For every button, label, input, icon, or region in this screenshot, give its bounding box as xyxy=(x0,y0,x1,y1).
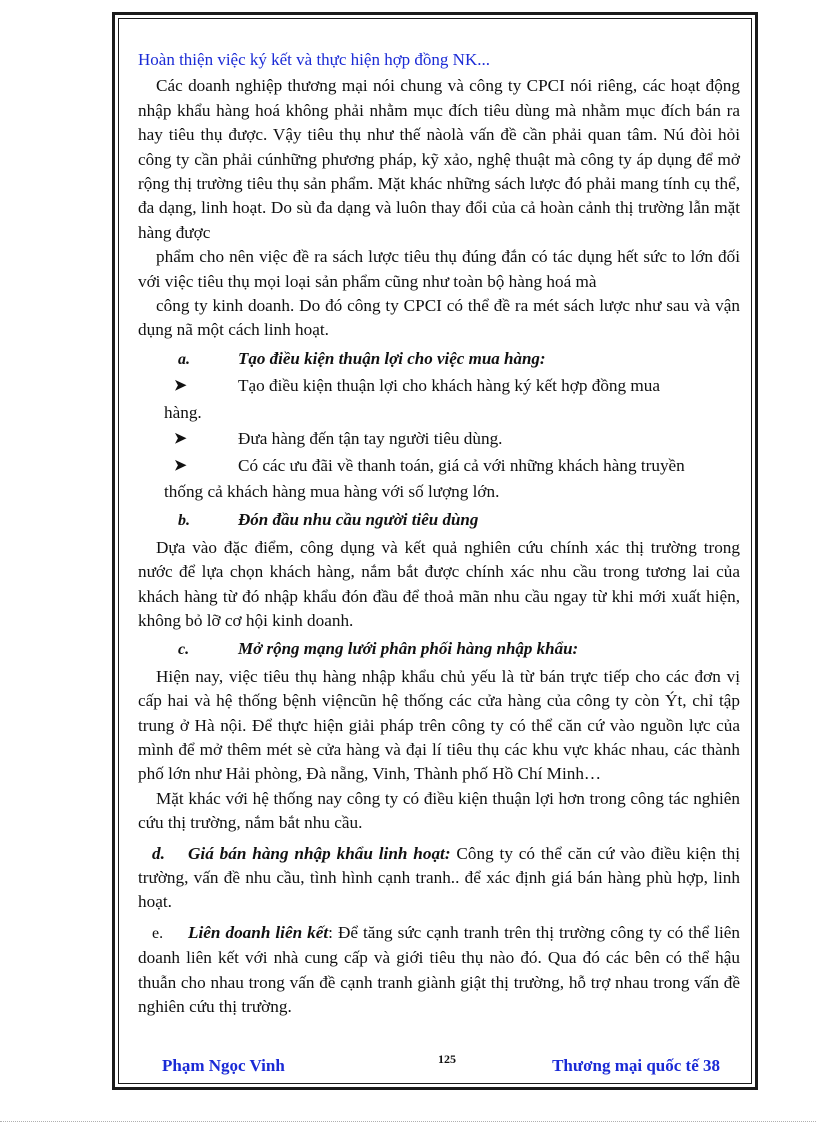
section-d-title: Giá bán hàng nhập khẩu linh hoạt: xyxy=(188,843,451,863)
bullet-text: Đưa hàng đến tận tay người tiêu dùng. xyxy=(238,429,503,449)
section-b-body: Dựa vào đặc điểm, công dụng và kết quả nghiên cứu chính xác thị trường trong nước để lựa chọn khách hàng, nắm bắt được chính xác nhu cầu trong tương lai của khách hàng từ đó nhập khẩu đón đầu để thoả mãn nhu cầu ngay từ khi mới xuất hiện, không bỏ lỡ cơ hội kinh doanh. xyxy=(138,537,740,630)
section-c-heading xyxy=(138,637,740,662)
section-c-title: Mở rộng mạng lưới phân phối hàng nhập khẩu: xyxy=(238,639,579,659)
arrow-bullet-icon: ➤ xyxy=(174,378,187,395)
intro-paragraph-1: Các doanh nghiệp thương mại nói chung và công ty CPCI nói riêng, các hoạt động nhập khẩu hàng hoá không phải nhằm mục đích tiêu dùng mà nhằm mục đích bán ra hay tiêu thụ được. Vậy tiêu thụ như thế nàolà vấn đề cần phải quan tâm. Nú đòi hỏi công ty cần phải cúnhững phương pháp, kỹ xảo, nghệ thuật mà công ty áp dụng để mở rộng thị trường tiêu thụ sản phẩm. Mặt khác những sách lược đó phải mang tính cụ thể, đa dạng, linh hoạt. Do sù đa dạng và luôn thay đổi của cả hoàn cảnh thị trường lẫn mặt hàng được xyxy=(138,76,740,242)
bullet-item xyxy=(138,374,740,398)
section-c-letter: c. xyxy=(178,641,190,659)
bullet-item xyxy=(138,427,740,451)
page-number: 125 xyxy=(438,1052,456,1066)
section-e-title: Liên doanh liên kết xyxy=(188,922,329,942)
section-d-body: Công ty có thể căn cứ vào điều kiện thị trường, vấn đề nhu cầu, tình hình cạnh tranh.. để xác định giá bán hàng phù hợp, linh hoạt. xyxy=(138,843,740,912)
bullet-continuation: thống cả khách hàng mua hàng với số lượng lớn. xyxy=(164,481,500,501)
section-e-letter: e. xyxy=(152,924,164,942)
arrow-bullet-icon: ➤ xyxy=(174,457,187,474)
intro-paragraph-3: công ty kinh doanh. Do đó công ty CPCI có thể đề ra mét sách lược như sau và vận dụng nã một cách linh hoạt. xyxy=(138,296,740,340)
running-header: Hoàn thiện việc ký kết và thực hiện hợp đồng NK... xyxy=(138,50,490,69)
section-d-paragraph xyxy=(138,842,740,915)
section-a-heading xyxy=(138,347,740,372)
section-a-letter: a. xyxy=(178,350,190,368)
section-e-paragraph xyxy=(138,921,740,1020)
section-c-body-1: Hiện nay, việc tiêu thụ hàng nhập khẩu chủ yếu là từ bán trực tiếp cho các đơn vị cấp hai và hệ thống bệnh việncũn hệ thống các cửa hàng của công ty còn Ýt, chỉ tập trung ở Hà nội. Để thực hiện giải pháp trên công ty có thể căn cứ vào nguồn lực của mình để mở thêm mét sè cửa hàng và đại lí tiêu thụ các khu vực khác nhau, các thành phố lớn như Hải phòng, Đà nẵng, Vinh, Thành phố Hồ Chí Minh… xyxy=(138,666,740,784)
section-b-letter: b. xyxy=(178,512,190,530)
footer-author: Phạm Ngọc Vinh xyxy=(162,1056,285,1075)
bullet-continuation: hàng. xyxy=(164,402,202,422)
bottom-dotted-rule xyxy=(0,1121,816,1122)
bullet-text: Có các ưu đãi về thanh toán, giá cả với những khách hàng truyền xyxy=(238,455,685,475)
footer-course: Thương mại quốc tế 38 xyxy=(552,1056,720,1075)
section-b-title: Đón đầu nhu cầu người tiêu dùng xyxy=(238,510,479,530)
section-c-body-2: Mặt khác với hệ thống nay công ty có điều kiện thuận lợi hơn trong công tác nghiên cứu thị trường, nắm bắt nhu cầu. xyxy=(138,788,740,833)
section-a-title: Tạo điều kiện thuận lợi cho việc mua hàng: xyxy=(238,348,546,368)
arrow-bullet-icon: ➤ xyxy=(174,431,187,448)
bullet-item xyxy=(138,454,740,478)
document-body xyxy=(138,48,740,1019)
page-footer xyxy=(138,1050,740,1080)
section-b-heading xyxy=(138,508,740,533)
intro-paragraph-2: phẩm cho nên việc đề ra sách lược tiêu thụ đúng đắn có tác dụng hết sức to lớn đối với việc tiêu thụ mọi loại sản phẩm cũng như toàn bộ hàng hoá mà xyxy=(138,247,740,291)
section-d-letter: d. xyxy=(152,843,165,863)
bullet-text: Tạo điều kiện thuận lợi cho khách hàng ký kết hợp đồng mua xyxy=(238,376,660,396)
section-e-body: : Để tăng sức cạnh tranh trên thị trường công ty có thể liên doanh liên kết với nhà cung cấp và giới tiêu thụ nào đó. Qua đó các bên có thể hậu thuẫn cho nhau trong vấn đề cạnh tranh giành giật thị trường, hỗ trợ nhau trong vấn đề nghiên cứu thị trường. xyxy=(138,922,740,1017)
